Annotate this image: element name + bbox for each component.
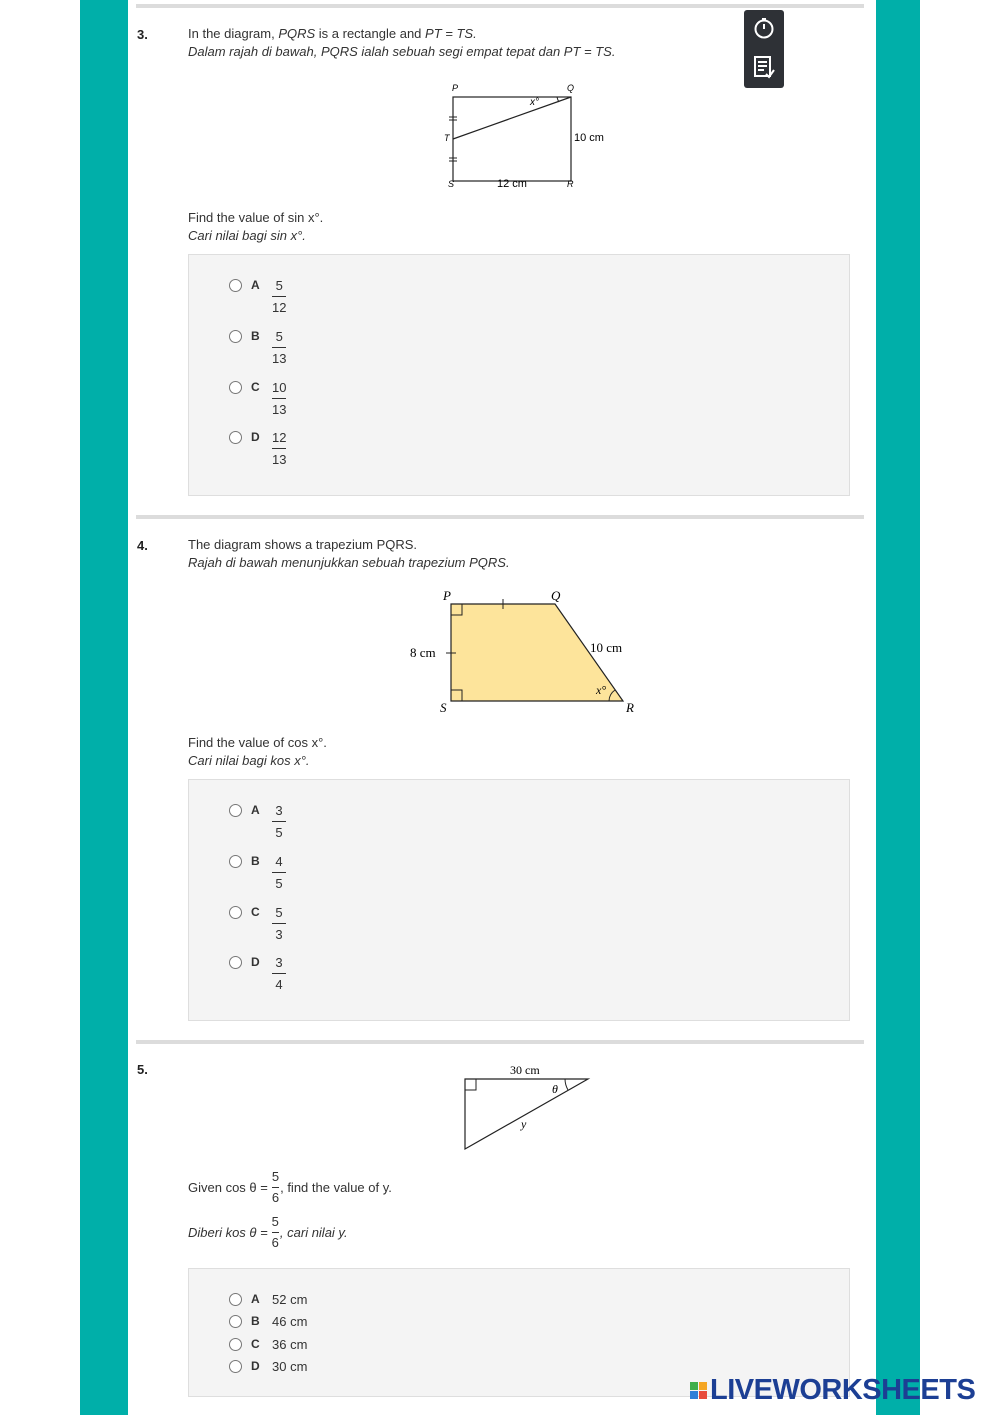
option-a[interactable] bbox=[229, 278, 286, 315]
vertex-label-p: P bbox=[452, 83, 459, 93]
vertex-label-r: R bbox=[567, 179, 574, 189]
option-letter: D bbox=[251, 1359, 260, 1373]
timer-icon[interactable] bbox=[753, 17, 775, 39]
option-letter: C bbox=[251, 1337, 260, 1351]
radio-button[interactable] bbox=[229, 1315, 242, 1328]
option-letter: C bbox=[251, 380, 260, 394]
option-a[interactable] bbox=[229, 1292, 307, 1307]
top-length-label: 30 cm bbox=[510, 1063, 540, 1077]
radio-button[interactable] bbox=[229, 1293, 242, 1306]
right-triangle-diagram bbox=[455, 1060, 600, 1155]
option-c[interactable] bbox=[229, 380, 286, 417]
option-fraction: $\frac{4}{5}$ bbox=[272, 854, 286, 891]
tool-panel bbox=[744, 10, 784, 88]
left-teal-band bbox=[80, 0, 128, 1415]
question-ask-en: Find the value of cos x°. bbox=[188, 735, 327, 750]
radio-button[interactable] bbox=[229, 330, 242, 343]
radio-button[interactable] bbox=[229, 906, 242, 919]
option-c[interactable] bbox=[229, 905, 286, 942]
vertex-label-p: P bbox=[443, 588, 451, 603]
answer-options-box bbox=[188, 254, 850, 496]
option-text: 36 cm bbox=[272, 1337, 308, 1352]
option-fraction: $\frac{3}{4}$ bbox=[272, 955, 286, 992]
option-fraction: $\frac{10}{13}$ bbox=[272, 380, 287, 417]
option-letter: D bbox=[251, 430, 260, 444]
option-letter: A bbox=[251, 278, 260, 292]
side-length-label: 8 cm bbox=[410, 645, 436, 660]
option-letter: B bbox=[251, 854, 260, 868]
trapezium-diagram bbox=[400, 584, 650, 719]
liveworksheets-logo bbox=[690, 1374, 975, 1407]
option-fraction: $\frac{3}{5}$ bbox=[272, 803, 286, 840]
given-statement-en: Given cos θ = 5 6 , find the value of y. bbox=[188, 1169, 392, 1205]
section-divider bbox=[136, 515, 864, 519]
radio-button[interactable] bbox=[229, 804, 242, 817]
question-ask-ms: Cari nilai bagi sin x°. bbox=[188, 228, 306, 243]
hypotenuse-label: y bbox=[521, 1117, 527, 1131]
answer-options-box bbox=[188, 779, 850, 1021]
question-number: 4. bbox=[137, 538, 148, 553]
angle-label: θ bbox=[552, 1082, 558, 1096]
question-ask-en: Find the value of sin x°. bbox=[188, 210, 324, 225]
vertex-label-s: S bbox=[440, 700, 447, 715]
option-letter: A bbox=[251, 1292, 260, 1306]
option-letter: B bbox=[251, 329, 260, 343]
option-letter: C bbox=[251, 905, 260, 919]
option-text: 52 cm bbox=[272, 1292, 308, 1307]
angle-label: x° bbox=[530, 97, 539, 108]
rectangle-diagram bbox=[436, 78, 616, 193]
option-letter: D bbox=[251, 955, 260, 969]
section-divider bbox=[136, 1040, 864, 1044]
logo-mark-icon bbox=[690, 1382, 707, 1399]
option-b[interactable] bbox=[229, 329, 286, 366]
vertex-label-s: S bbox=[448, 179, 455, 189]
option-fraction: $\frac{5}{12}$ bbox=[272, 278, 287, 315]
section-divider bbox=[136, 4, 864, 8]
question-stem-en: In the diagram, PQRS is a rectangle and PT = TS. bbox=[188, 26, 477, 41]
radio-button[interactable] bbox=[229, 279, 242, 292]
question-stem-ms: Rajah di bawah menunjukkan sebuah trapezium PQRS. bbox=[188, 555, 510, 570]
angle-label: x° bbox=[596, 683, 607, 697]
option-text: 46 cm bbox=[272, 1314, 308, 1329]
option-d[interactable] bbox=[229, 955, 286, 992]
option-d[interactable] bbox=[229, 430, 286, 467]
slant-length-label: 10 cm bbox=[590, 640, 623, 655]
radio-button[interactable] bbox=[229, 855, 242, 868]
vertex-label-q: Q bbox=[551, 588, 561, 603]
option-text: 30 cm bbox=[272, 1359, 308, 1374]
base-length-label: 12 cm bbox=[497, 178, 527, 190]
vertex-label-q: Q bbox=[567, 83, 575, 93]
vertex-label-r: R bbox=[626, 700, 634, 715]
radio-button[interactable] bbox=[229, 1360, 242, 1373]
brand-name: LIVEWORKSHEETS bbox=[710, 1374, 976, 1406]
question-number: 3. bbox=[137, 27, 148, 42]
option-fraction: $\frac{12}{13}$ bbox=[272, 430, 287, 467]
option-letter: B bbox=[251, 1314, 260, 1328]
option-a[interactable] bbox=[229, 803, 286, 840]
question-number: 5. bbox=[137, 1062, 148, 1077]
vertex-label-t: T bbox=[444, 133, 450, 143]
right-teal-band bbox=[876, 0, 920, 1415]
radio-button[interactable] bbox=[229, 1338, 242, 1351]
question-stem-en: The diagram shows a trapezium PQRS. bbox=[188, 537, 418, 552]
option-d[interactable] bbox=[229, 1359, 307, 1374]
question-stem-ms: Dalam rajah di bawah, PQRS ialah sebuah segi empat tepat dan PT = TS. bbox=[188, 44, 616, 59]
radio-button[interactable] bbox=[229, 956, 242, 969]
option-fraction: $\frac{5}{3}$ bbox=[272, 905, 286, 942]
side-length-label: 10 cm bbox=[574, 132, 604, 144]
given-statement-ms: Diberi kos θ = 5 6 , cari nilai y. bbox=[188, 1214, 348, 1250]
radio-button[interactable] bbox=[229, 381, 242, 394]
option-fraction: $\frac{5}{13}$ bbox=[272, 329, 287, 366]
question-ask-ms: Cari nilai bagi kos x°. bbox=[188, 753, 310, 768]
radio-button[interactable] bbox=[229, 431, 242, 444]
option-b[interactable] bbox=[229, 854, 286, 891]
option-c[interactable] bbox=[229, 1337, 307, 1352]
option-letter: A bbox=[251, 803, 260, 817]
notes-icon[interactable] bbox=[753, 55, 775, 79]
option-b[interactable] bbox=[229, 1314, 307, 1329]
